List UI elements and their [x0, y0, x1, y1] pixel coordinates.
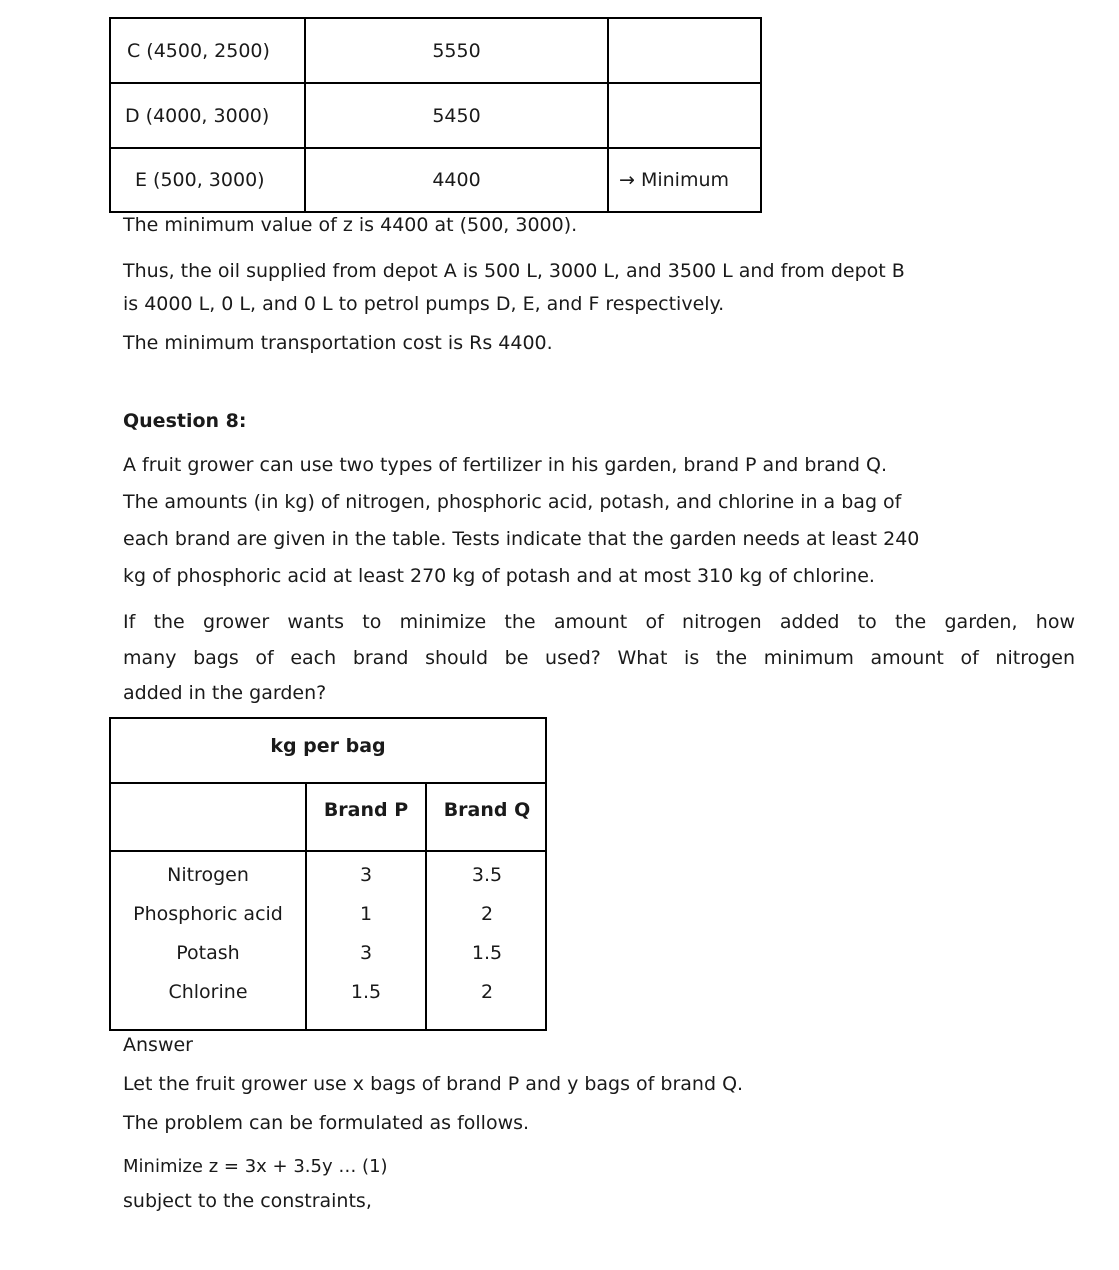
- objective-function: Minimize z = 3x + 3.5y … (1): [123, 1156, 388, 1177]
- constraints-intro: subject to the constraints,: [123, 1190, 372, 1212]
- minimum-marker: → Minimum: [619, 169, 730, 191]
- answer-formulation-intro: The problem can be formulated as follows.: [123, 1112, 530, 1134]
- brand-p-value: 1: [359, 903, 373, 925]
- brand-q-value: 1.5: [471, 942, 503, 964]
- corner-point-cell: E (500, 3000): [135, 169, 265, 191]
- question-text-line: kg of phosphoric acid at least 270 kg of potash and at most 310 kg of chlorine.: [123, 565, 875, 587]
- corner-points-table: [109, 17, 762, 213]
- min-value-statement: The minimum value of z is 4400 at (500, 3000).: [123, 214, 578, 236]
- corner-point-cell: D (4000, 3000): [125, 104, 270, 127]
- brand-q-value: 2: [480, 903, 494, 925]
- nutrient-name: Phosphoric acid: [133, 903, 283, 925]
- brand-p-value: 1.5: [350, 981, 382, 1003]
- column-divider: [607, 19, 609, 211]
- answer-let-statement: Let the fruit grower use x bags of brand P and y bags of brand Q.: [123, 1073, 744, 1095]
- answer-label: Answer: [123, 1034, 193, 1056]
- supply-line-2: is 4000 L, 0 L, and 0 L to petrol pumps D, E, and F respectively.: [123, 293, 725, 315]
- question-heading: Question 8:: [123, 410, 247, 432]
- question-text-line: The amounts (in kg) of nitrogen, phosphoric acid, potash, and chlorine in a bag of: [123, 491, 902, 513]
- nutrient-name: Chlorine: [168, 981, 248, 1003]
- table-title: kg per bag: [270, 735, 386, 757]
- nutrient-name: Nitrogen: [167, 864, 249, 886]
- question-text-line: each brand are given in the table. Tests indicate that the garden needs at least 240: [123, 528, 920, 550]
- supply-line-1: Thus, the oil supplied from depot A is 500 L, 3000 L, and 3500 L and from depot B: [123, 260, 905, 282]
- column-header-brand-p: Brand P: [323, 799, 409, 821]
- brand-p-value: 3: [359, 942, 373, 964]
- z-value-cell: 4400: [432, 169, 481, 191]
- column-header-brand-q: Brand Q: [443, 799, 531, 821]
- question-text-line: A fruit grower can use two types of fertilizer in his garden, brand P and brand Q.: [123, 454, 887, 476]
- row-divider: [111, 850, 545, 852]
- brand-q-value: 3.5: [471, 864, 503, 886]
- brand-p-value: 3: [359, 864, 373, 886]
- fertilizer-table: [109, 717, 547, 1031]
- question-text-line: added in the garden?: [123, 682, 327, 704]
- corner-point-cell: C (4500, 2500): [127, 39, 270, 62]
- z-value-cell: 5550: [432, 39, 481, 62]
- z-value-cell: 5450: [432, 104, 481, 127]
- row-divider: [111, 782, 545, 784]
- question-text-line: If the grower wants to minimize the amount of nitrogen added to the garden, how: [123, 611, 1075, 633]
- nutrient-name: Potash: [176, 942, 240, 964]
- min-cost-statement: The minimum transportation cost is Rs 4400.: [123, 332, 553, 354]
- question-text-line: many bags of each brand should be used? What is the minimum amount of nitrogen: [123, 647, 1075, 669]
- brand-q-value: 2: [480, 981, 494, 1003]
